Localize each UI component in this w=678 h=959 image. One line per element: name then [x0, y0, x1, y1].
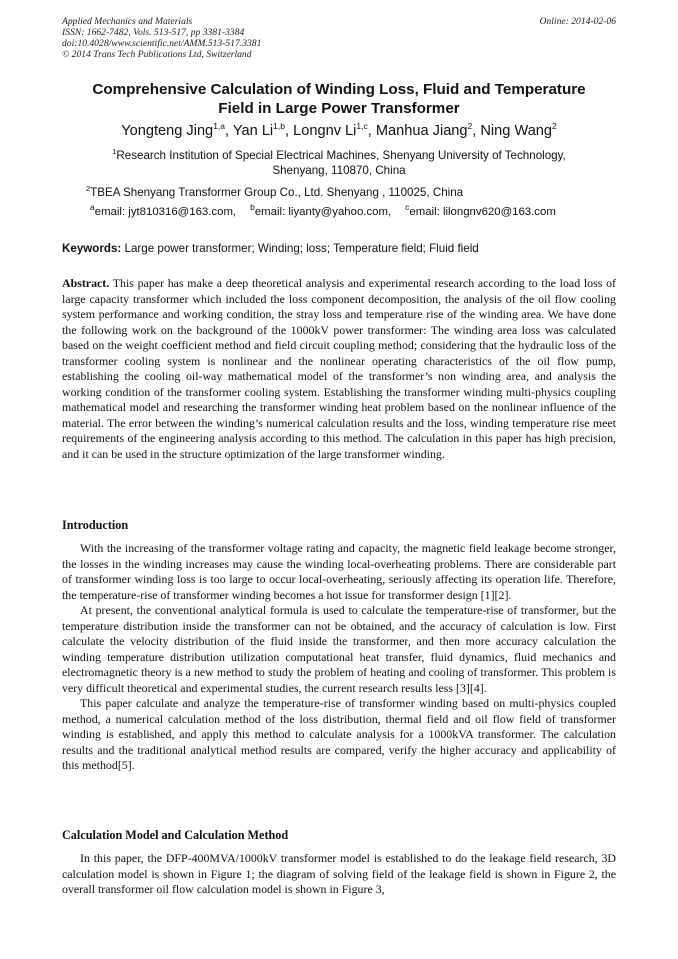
journal-header [62, 16, 616, 60]
paper-title [62, 80, 616, 118]
introduction-heading: Introduction [62, 518, 129, 532]
author: Ning Wang$^2$ [480, 121, 557, 139]
email-list [90, 202, 620, 219]
paragraph: This paper calculate and analyze the temperature-rise of transformer winding based on multi-physics coupled method, a numerical calculation method of the loss distribution, thermal field and oil flow field of transformer winding is established, and apply this method to calculate analysis for a 1000kVA transformer. The calculation results and the traditional analytical method results are compared, verify the higher accuracy and applicability of this method[5]. [62, 696, 616, 772]
introduction-body [62, 541, 616, 774]
author: Yan Li$^{1,b}$, [232, 121, 294, 139]
affiliation-2: $^2$TBEA Shenyang Transformer Group Co., Ltd. Shenyang , 110025, China [86, 184, 464, 199]
paragraph: With the increasing of the transformer voltage rating and capacity, the magnetic field leakage become stronger, the losses in the winding increases may cause the winding local-overheating problems. There are considerable part of transformer winding loss is too large to occur local-overheating, seriously affecting its operation life. Therefore, the temperature-rise of transformer winding becomes a hot issue for transformer design [1][2]. [62, 541, 616, 602]
abstract-text: This paper has make a deep theoretical analysis and experimental research according to the load loss of large capacity transformer which included the loss component decomposition, the analysis of the oil flow cooling system performance and working condition, the stray loss and temperature rise of the winding area. We have done the following work on the background of the 1000kV power transformer: The winding area loss was calculated based on the weight coefficient method and field circuit coupling method; considering that the hydraulic loss of the transformer cooling system is nonlinear and the nonlinear operating characteristics of the oil flow pump, establishing the cooling oil-way mathematical model of the transformer’s non winding area, and analysis the working condition of the transformer cooling system. Establishing the transformer winding multi-physics coupling mathematical model and researching the transformer winding heat problem based on the nonlinear influence of the material. The error between the winding’s numerical calculation results and the loss, winding temperature rise meet requirements of the engineering analysis according to this method. The calculation in this paper has high precision, and it can be used in the structure optimization of the large transformer winding. [62, 276, 616, 461]
author: Manhua Jiang$^2$, [375, 121, 481, 139]
journal-name: Applied Mechanics and Materials [62, 16, 193, 27]
email-c: $^c$email: lilongnv620@163.com [405, 202, 556, 218]
keywords [62, 242, 616, 256]
copyright-line: © 2014 Trans Tech Publications Ltd, Switzerland [62, 49, 252, 60]
affiliation-1: $^1$Research Institution of Special Electrical Machines, Shenyang University of Technology, Shenyang, 110870, China [112, 147, 566, 177]
author: Longnv Li$^{1,c}$, [293, 121, 376, 139]
doi-line: doi:10.4028/www.scientific.net/AMM.513-517.3381 [62, 38, 262, 49]
online-date: Online: 2014-02-06 [539, 16, 616, 27]
email-a: $^a$email: jyt810316@163.com, [90, 202, 237, 218]
keywords-text: Large power transformer; Winding; loss; Temperature field; Fluid field [124, 242, 479, 255]
author: Yongteng Jing$^{1,a}$, [121, 121, 233, 139]
calc-method-body [62, 851, 616, 898]
calc-method-heading: Calculation Model and Calculation Method [62, 828, 289, 842]
title-line-1: Comprehensive Calculation of Winding Loss, Fluid and Temperature [92, 81, 586, 98]
issn-line: ISSN: 1662-7482, Vols. 513-517, pp 3381-3384 [62, 27, 245, 38]
title-line-2: Field in Large Power Transformer [218, 100, 460, 117]
abstract [62, 276, 616, 462]
paragraph: At present, the conventional analytical formula is used to calculate the temperature-rise of transformer, but the temperature distribution inside the transformer can not be obtained, and the accuracy of calculation is low. First calculate the velocity distribution of the fluid inside the transformer, and then more accuracy calculation the winding temperature distribution utilization computational heat transfer, fluid dynamics, fluid mechanics and electromagnetic theory is a new method to study the problem of heating and cooling of transformer. This problem is very difficult theoretical and experimental studies, the current research results less [3][4]. [62, 603, 616, 695]
email-b: $^b$email: liyanty@yahoo.com, [250, 202, 392, 218]
author-list [62, 122, 616, 140]
abstract-label: Abstract. [62, 276, 110, 290]
paragraph: In this paper, the DFP-400MVA/1000kV transformer model is established to do the leakage field research, 3D calculation model is shown in Figure 1; the diagram of solving field of the leakage field is shown in Figure 2, the overall transformer oil flow calculation model is shown in Figure 3, [62, 851, 616, 896]
keywords-label: Keywords: [62, 242, 122, 255]
